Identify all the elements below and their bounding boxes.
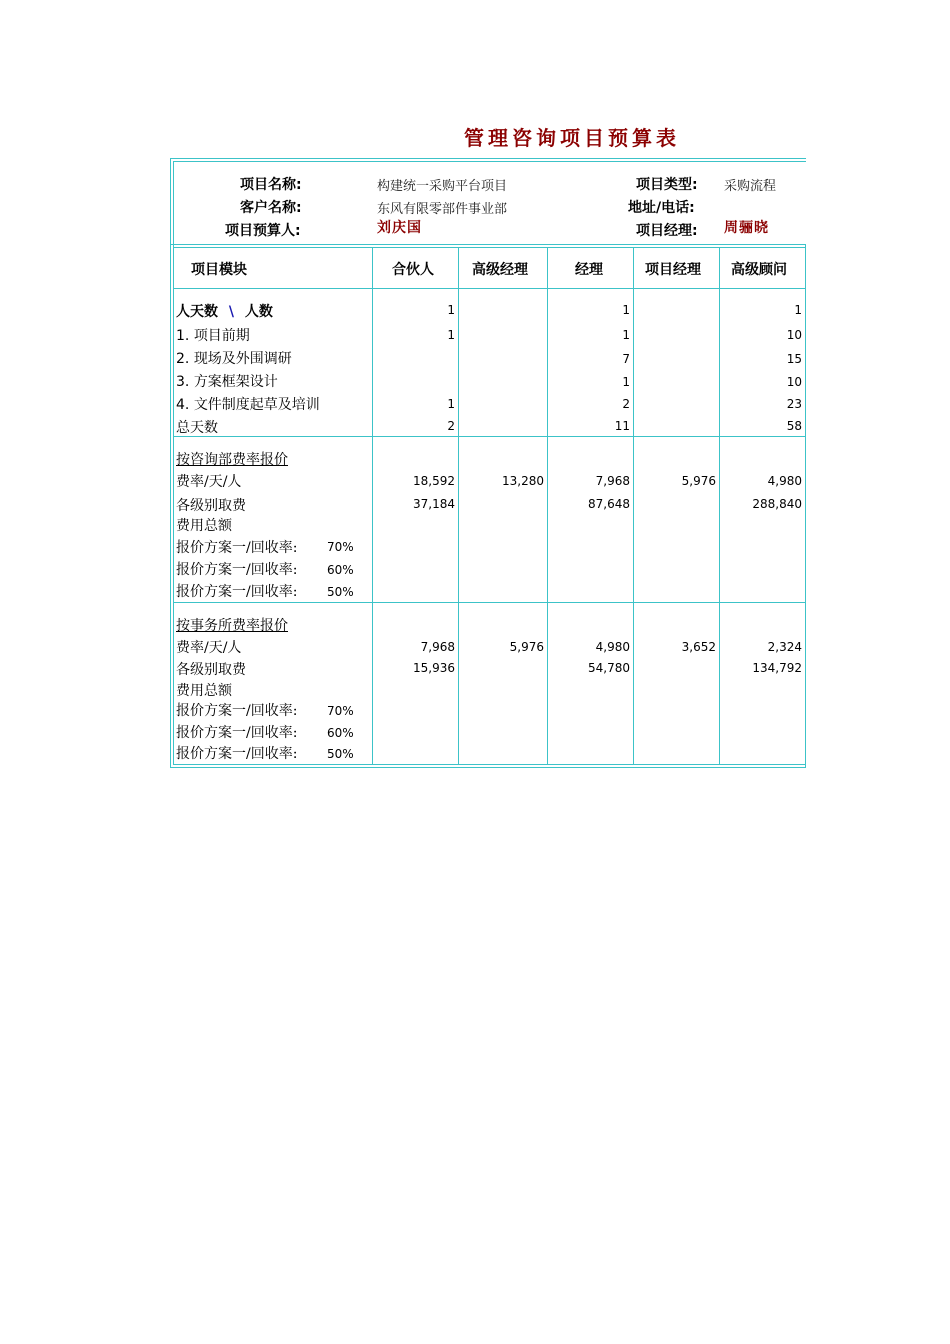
cell: 5,976 xyxy=(509,640,544,654)
cell: 4,980 xyxy=(595,640,630,654)
col-header-project-manager: 项目经理 xyxy=(645,262,701,278)
cell: 2 xyxy=(447,419,455,433)
project-name-value: 构建统一采购平台项目 xyxy=(377,179,508,194)
cell: 1 xyxy=(622,375,630,389)
row-label-phase2: 2. 现场及外围调研 xyxy=(176,351,292,367)
cell: 37,184 xyxy=(413,497,455,511)
cell: 10 xyxy=(786,328,802,342)
cell: 1 xyxy=(622,328,630,342)
cell: 2,324 xyxy=(767,640,802,654)
col-header-senior-manager: 高级经理 xyxy=(472,262,528,278)
cell: 18,592 xyxy=(413,474,455,488)
col-header-partner: 合伙人 xyxy=(392,262,434,278)
firm-rate-label: 费率/天/人 xyxy=(176,640,242,656)
cell: 1 xyxy=(447,303,455,317)
cell: 15,936 xyxy=(413,661,455,675)
row-label-phase3: 3. 方案框架设计 xyxy=(176,374,278,390)
project-name-label: 项目名称: xyxy=(240,177,302,193)
border-bottom-inner xyxy=(173,764,806,765)
firm-fee-label: 各级别取费 xyxy=(176,662,246,678)
cell: 1 xyxy=(447,328,455,342)
consulting-heading: 按咨询部费率报价 xyxy=(176,452,288,468)
consulting-option-2-pct: 60% xyxy=(327,563,354,577)
row-label-phase1: 1. 项目前期 xyxy=(176,328,250,344)
header-separator xyxy=(173,288,806,289)
firm-option-3-pct: 50% xyxy=(327,747,354,761)
cell: 4,980 xyxy=(767,474,802,488)
row-label-phase4: 4. 文件制度起草及培训 xyxy=(176,397,320,413)
cell: 13,280 xyxy=(502,474,544,488)
border-bottom-outer xyxy=(170,767,806,768)
cell: 58 xyxy=(786,419,802,433)
col-line-3 xyxy=(547,247,548,765)
cell: 54,780 xyxy=(588,661,630,675)
firm-option-3-label: 报价方案一/回收率: xyxy=(176,746,298,762)
cell: 10 xyxy=(786,375,802,389)
border-top-inner xyxy=(173,161,806,162)
manager-value: 周骊晓 xyxy=(724,220,769,236)
border-left-inner xyxy=(173,161,174,765)
consulting-fee-label: 各级别取费 xyxy=(176,498,246,514)
cell: 3,652 xyxy=(681,640,716,654)
firm-option-1-label: 报价方案一/回收率: xyxy=(176,703,298,719)
cell: 5,976 xyxy=(681,474,716,488)
col-header-module: 项目模块 xyxy=(191,262,247,278)
project-type-value: 采购流程 xyxy=(724,179,777,194)
consulting-option-3-label: 报价方案一/回收率: xyxy=(176,584,298,600)
firm-option-1-pct: 70% xyxy=(327,704,354,718)
cell: 23 xyxy=(786,397,802,411)
firm-heading: 按事务所费率报价 xyxy=(176,618,288,634)
cell: 1 xyxy=(447,397,455,411)
days-header-label: 人天数 \ 人数 xyxy=(176,304,273,320)
col-line-2 xyxy=(458,247,459,765)
firm-total-label: 费用总额 xyxy=(176,683,232,699)
col-line-5 xyxy=(719,247,720,765)
border-top-outer xyxy=(170,158,806,159)
client-label: 客户名称: xyxy=(240,200,302,216)
cell: 1 xyxy=(794,303,802,317)
cell: 7 xyxy=(622,352,630,366)
cell: 2 xyxy=(622,397,630,411)
client-value: 东风有限零部件事业部 xyxy=(377,202,508,217)
page-title: 管理咨询项目预算表 xyxy=(464,126,680,150)
cell: 7,968 xyxy=(420,640,455,654)
info-separator-inner xyxy=(173,247,806,248)
col-header-senior-consultant: 高级顾问 xyxy=(731,262,787,278)
firm-option-2-label: 报价方案一/回收率: xyxy=(176,725,298,741)
days-separator xyxy=(173,436,806,437)
cell: 15 xyxy=(786,352,802,366)
cell: 7,968 xyxy=(595,474,630,488)
budget-person-label: 项目预算人: xyxy=(225,223,301,239)
cell: 87,648 xyxy=(588,497,630,511)
cell: 11 xyxy=(614,419,630,433)
row-label-total-days: 总天数 xyxy=(176,420,218,436)
budget-person-value: 刘庆国 xyxy=(377,220,422,236)
consulting-option-2-label: 报价方案一/回收率: xyxy=(176,562,298,578)
cell: 1 xyxy=(622,303,630,317)
col-header-manager: 经理 xyxy=(575,262,603,278)
border-left-outer xyxy=(170,158,171,768)
address-label: 地址/电话: xyxy=(628,200,695,216)
cell: 288,840 xyxy=(752,497,802,511)
consulting-option-3-pct: 50% xyxy=(327,585,354,599)
consulting-total-label: 费用总额 xyxy=(176,518,232,534)
manager-label: 项目经理: xyxy=(636,223,698,239)
consulting-rate-label: 费率/天/人 xyxy=(176,474,242,490)
firm-option-2-pct: 60% xyxy=(327,726,354,740)
cell: 134,792 xyxy=(752,661,802,675)
project-type-label: 项目类型: xyxy=(636,177,698,193)
col-line-4 xyxy=(633,247,634,765)
consulting-separator xyxy=(173,602,806,603)
info-separator xyxy=(170,244,806,245)
col-line-1 xyxy=(372,247,373,765)
border-right xyxy=(805,244,806,768)
consulting-option-1-label: 报价方案一/回收率: xyxy=(176,540,298,556)
consulting-option-1-pct: 70% xyxy=(327,540,354,554)
